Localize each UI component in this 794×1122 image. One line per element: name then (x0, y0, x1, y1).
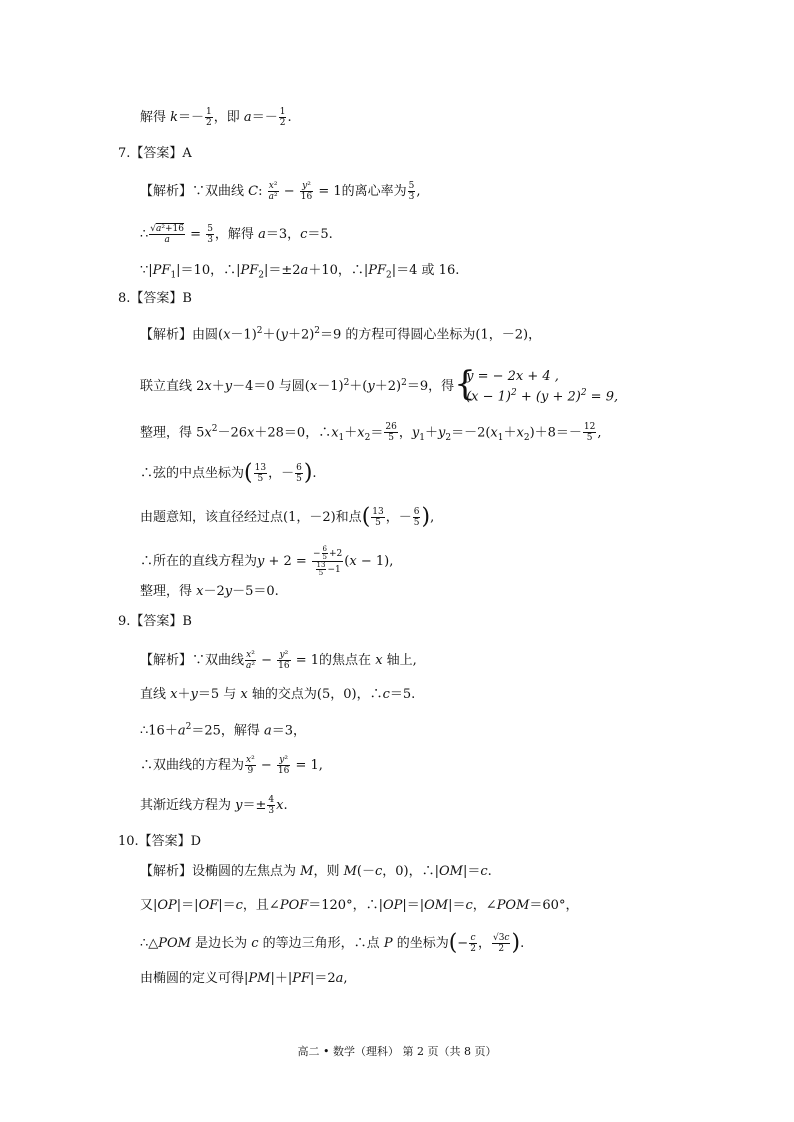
q7-line-2: ∴ $\frac{\text{√a²+16}}{a}$ = $\frac{5}{3}$ ，解得 a＝3，c＝5. (140, 224, 333, 245)
q10-line-1: 【解析】设椭圆的左焦点为 M，则 M(－c，0)，∴|OM|＝c. (140, 864, 492, 879)
q8-line-1: 【解析】由圆$(x-1)^2+(y+2)^2=9$ 的方程可得圆心坐标为(1，－2)， (140, 326, 542, 343)
q7-line-3: $\because|PF_1|=10$，$\therefore|PF_2|=\pm 2a+10$，$\therefore|PF_2|=4$ 或 16. (140, 263, 460, 281)
equation-system: { y = − 2x + 4 , $(x - 1)^2 + (y + 2)^2 = 9$, (454, 364, 619, 405)
page-footer: 高二 • 数学（理科） 第 2 页（共 8 页） (297, 1045, 497, 1058)
q10-answer-heading: 10.【答案】D (118, 834, 202, 849)
q8-line-5: 由题意知，该直径经过点(1，－2)和点( $\frac{13}{5}$ ，－ $\frac{6}{5}$ ), (140, 504, 435, 530)
q9-line-1: 【解析】∵双曲线 $\frac{\text{x²}}{\text{a²}}$ − $\frac{\text{y²}}{16}$ = 1的焦点在 x 轴上, (140, 650, 417, 671)
q8-line-3: 整理，得 $5x^2-26x+28=0$，$\therefore x_1+x_2=$ $\frac{26}{5}$ ，$y_1+y_2=-2(x_1+x_2)+8=-$ $\frac{12}{5}$ , (140, 422, 602, 444)
q8-line-6: ∴所在的直线方程为y + 2 = − $\frac{6}{5}$ +2 $\frac{13}{5}$ −1 (x − 1), (140, 545, 394, 577)
q8-answer-heading: 8.【答案】B (118, 291, 192, 306)
q7-answer-heading: 7.【答案】A (118, 146, 192, 161)
q10-line-2: 又|OP|＝|OF|＝c，且∠POF＝120°，∴|OP|＝|OM|＝c，∠POM＝60°， (140, 898, 579, 913)
q9-line-4: ∴双曲线的方程为 $\frac{\text{x²}}{9}$ − $\frac{\text{y²}}{16}$ = 1, (140, 755, 323, 776)
q10-line-4: 由椭圆的定义可得|PM|＋|PF|＝2a, (140, 971, 348, 986)
q8-line-2: 联立直线 2x＋y－4＝0 与圆$(x-1)^2+(y+2)^2=9$，得 { y = − 2x + 4 , $(x - 1)^2 + (y + 2)^2 = 9$, (140, 364, 619, 405)
q10-line-3: ∴△POM 是边长为 c 的等边三角形，∴点 P 的坐标为(− $\frac{c}{2}$ ， $\frac{√3c}{2}$ ). (140, 930, 525, 956)
q9-line-3: $\therefore 16+a^2=25$，解得 a＝3， (140, 722, 307, 739)
q7-line-1: 【解析】∵双曲线 C: $\frac{\text{x²}}{\text{a²}}$ − $\frac{\text{y²}}{16}$ = 1的离心率为 $\frac{5}{3}$ , (140, 181, 421, 202)
q9-line-2: 直线 x＋y＝5 与 x 轴的交点为(5，0)，∴c＝5. (140, 687, 416, 702)
q8-line-4: ∴弦的中点坐标为( $\frac{13}{5}$ ，－ $\frac{6}{5}$ ). (140, 460, 317, 486)
solution-line-1: 解得 k＝－ $\frac{1}{2}$ ，即 a＝－ $\frac{1}{2}$ . (140, 107, 292, 128)
q9-answer-heading: 9.【答案】B (118, 614, 192, 629)
q8-line-7: 整理，得 x－2y－5＝0. (140, 584, 279, 599)
q9-line-5: 其渐近线方程为 y＝± $\frac{4}{3}$ x. (140, 795, 288, 816)
